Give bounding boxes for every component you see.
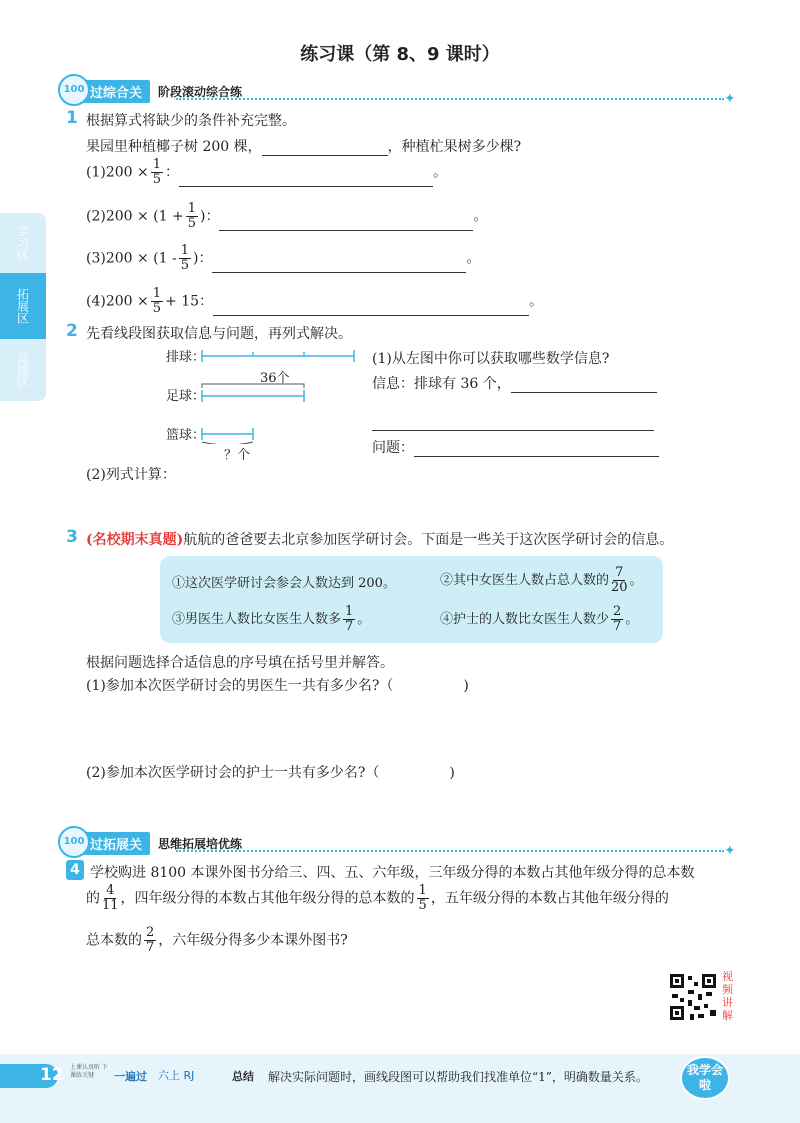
question-number: 3	[66, 527, 78, 547]
denominator: 5	[180, 258, 190, 273]
info-text: 信息：排球有 36 个，	[372, 376, 511, 392]
segment-diagram	[198, 344, 360, 444]
info-4	[440, 605, 638, 634]
diagram-label-unknown: ？个	[224, 448, 251, 463]
question-prompt: 根据算式将缺少的条件补充完整。	[86, 113, 296, 129]
item-text: 。	[473, 208, 488, 225]
q3-sub1	[86, 675, 469, 695]
star-icon: 100	[58, 74, 90, 106]
answer-blank[interactable]	[219, 206, 473, 231]
info-2	[440, 566, 643, 595]
info-3	[172, 605, 370, 634]
denominator: 5	[418, 898, 427, 913]
footer	[0, 1054, 800, 1123]
sub-text: (1)参加本次医学研讨会的男医生一共有多少名?（	[86, 678, 394, 694]
numerator: 1	[418, 883, 427, 898]
item-text: ：	[165, 164, 180, 181]
answer-blank[interactable]	[213, 291, 529, 316]
denominator: 7	[613, 619, 622, 634]
question-text: 问题：	[372, 440, 414, 456]
fraction	[186, 202, 198, 231]
numerator: 1	[187, 201, 197, 216]
info-text: 。	[357, 612, 371, 627]
summary-label: 总结	[232, 1070, 254, 1083]
answer-blank[interactable]	[262, 155, 388, 156]
answer-blank[interactable]	[414, 438, 659, 457]
item-text: + 15：	[165, 293, 214, 310]
q2-info	[372, 373, 657, 393]
star-icon: ✦	[724, 843, 736, 859]
q1-item-4	[86, 287, 543, 316]
item-text: 。	[529, 293, 544, 310]
denominator: 7	[146, 940, 155, 955]
star-icon: 100	[58, 826, 90, 858]
q1-item-2	[86, 202, 487, 231]
q1-item-1	[86, 158, 447, 187]
item-text: (3)200 × (1 -	[86, 250, 177, 267]
sidebar-tab-feedback[interactable]: 反馈区	[0, 339, 46, 401]
sub-text: )	[463, 678, 469, 694]
fraction	[611, 605, 623, 634]
info-text: ④护士的人数比女医生人数少	[440, 612, 610, 627]
numerator: 2	[613, 604, 622, 619]
section-subtitle: 阶段滚动综合练	[158, 84, 243, 99]
fraction	[102, 884, 119, 913]
divider	[176, 850, 724, 852]
sub-text: (2)参加本次医学研讨会的护士一共有多少名?（	[86, 765, 380, 781]
info-1: ①这次医学研讨会参会人数达到 200。	[172, 576, 396, 591]
item-text: (4)200 ×	[86, 293, 149, 310]
q4-text: 的	[86, 890, 100, 907]
summary-text: 解决实际问题时，画线段图可以帮助我们找准单位“1”，明确数量关系。	[268, 1070, 648, 1084]
denominator: 7	[345, 619, 354, 634]
q4-line3	[86, 926, 348, 955]
q1-item-3	[86, 244, 480, 273]
footer-brand: 一遍过	[114, 1070, 147, 1083]
fraction	[343, 605, 355, 634]
q4-text: ，五年级分得的本数占其他年级分得的	[430, 890, 669, 907]
question-number: 4	[66, 860, 84, 880]
answer-blank[interactable]	[179, 166, 433, 187]
page-number: 12	[40, 1065, 64, 1085]
denominator: 5	[187, 216, 197, 231]
info-text: ③男医生人数比女医生人数多	[172, 612, 342, 627]
q4-line2	[86, 884, 669, 913]
fraction	[151, 287, 163, 316]
item-text: )：	[200, 208, 220, 225]
diagram-label-basketball: 篮球：	[166, 428, 206, 443]
q4-line1: 学校购进 8100 本课外图书分给三、四、五、六年级，三年级分得的本数占其他年级分得的总本数	[90, 865, 695, 881]
star-icon: ✦	[724, 91, 736, 107]
q4-text: ，四年级分得的本数占其他年级分得的总本数的	[120, 890, 415, 907]
qr-label: 视频讲解	[722, 970, 733, 1022]
answer-blank[interactable]	[372, 412, 654, 431]
q2-question	[372, 437, 659, 457]
fraction	[144, 926, 156, 955]
section-badge-label: 过拓展关	[90, 837, 143, 853]
section-badge	[64, 80, 150, 103]
numerator: 4	[106, 883, 115, 898]
question-prompt: 先看线段图获取信息与问题，再列式解决。	[86, 326, 352, 342]
footer-slogan: 上课认真听 下课练关键	[70, 1064, 108, 1079]
sub-text: )	[449, 765, 455, 781]
denominator: 5	[152, 301, 162, 316]
divider	[176, 98, 724, 100]
answer-blank[interactable]	[511, 374, 657, 393]
footer-grade: 六上 RJ	[158, 1069, 195, 1082]
info-text: 。	[625, 612, 639, 627]
answer-blank[interactable]	[212, 248, 466, 273]
q4-text: ，六年级分得多少本课外图书?	[158, 932, 348, 949]
denominator: 11	[102, 898, 119, 913]
denominator: 5	[152, 172, 162, 187]
prompt-text: 航航的爸爸要去北京参加医学研讨会。下面是一些关于这次医学研讨会的信息。	[183, 532, 674, 548]
stem-text: 果园里种植椰子树 200 棵，	[86, 139, 262, 155]
item-text: 。	[433, 164, 448, 181]
stem-text: ，种植杧果树多少棵?	[387, 139, 522, 155]
q3-sub2	[86, 762, 455, 782]
diagram-label-volleyball: 排球：	[166, 350, 206, 365]
item-text: (1)200 ×	[86, 164, 149, 181]
fraction	[151, 158, 163, 187]
fraction	[417, 884, 429, 913]
section-badge	[64, 832, 150, 855]
info-text: 。	[629, 573, 643, 588]
sidebar-tab-study[interactable]: 学习区	[0, 213, 46, 273]
numerator: 2	[146, 925, 155, 940]
section-subtitle: 思维拓展培优练	[158, 836, 243, 851]
item-text: (2)200 × (1 +	[86, 208, 184, 225]
numerator: 7	[615, 565, 624, 580]
q2-sub1: (1)从左图中你可以获取哪些数学信息?	[372, 351, 610, 367]
question-number: 1	[66, 108, 78, 128]
qr-code-icon[interactable]	[668, 972, 718, 1022]
fraction	[611, 566, 628, 595]
source-tag: (名校期末真题)	[86, 532, 184, 548]
page-title: 练习课（第 8、9 课时）	[300, 44, 500, 65]
fraction	[179, 244, 191, 273]
question-stem	[86, 136, 521, 156]
q3-instruct: 根据问题选择合适信息的序号填在括号里并解答。	[86, 655, 394, 671]
q2-sub2: (2)列式计算：	[86, 467, 176, 483]
q4-text: 总本数的	[86, 932, 142, 949]
item-text: )：	[193, 250, 213, 267]
numerator: 1	[180, 243, 190, 258]
question-number: 2	[66, 321, 78, 341]
learned-badge[interactable]: 我学会啦	[680, 1056, 730, 1100]
numerator: 1	[152, 286, 162, 301]
numerator: 1	[345, 604, 354, 619]
diagram-label-36: 36个	[260, 371, 290, 386]
info-text: ②其中女医生人数占总人数的	[440, 573, 610, 588]
diagram-label-football: 足球：	[166, 389, 206, 404]
sidebar-tab-extend[interactable]: 拓展区	[0, 273, 46, 339]
question-prompt	[86, 529, 673, 549]
item-text: 。	[466, 250, 481, 267]
denominator: 20	[611, 580, 628, 595]
numerator: 1	[152, 157, 162, 172]
section-badge-label: 过综合关	[90, 85, 143, 101]
